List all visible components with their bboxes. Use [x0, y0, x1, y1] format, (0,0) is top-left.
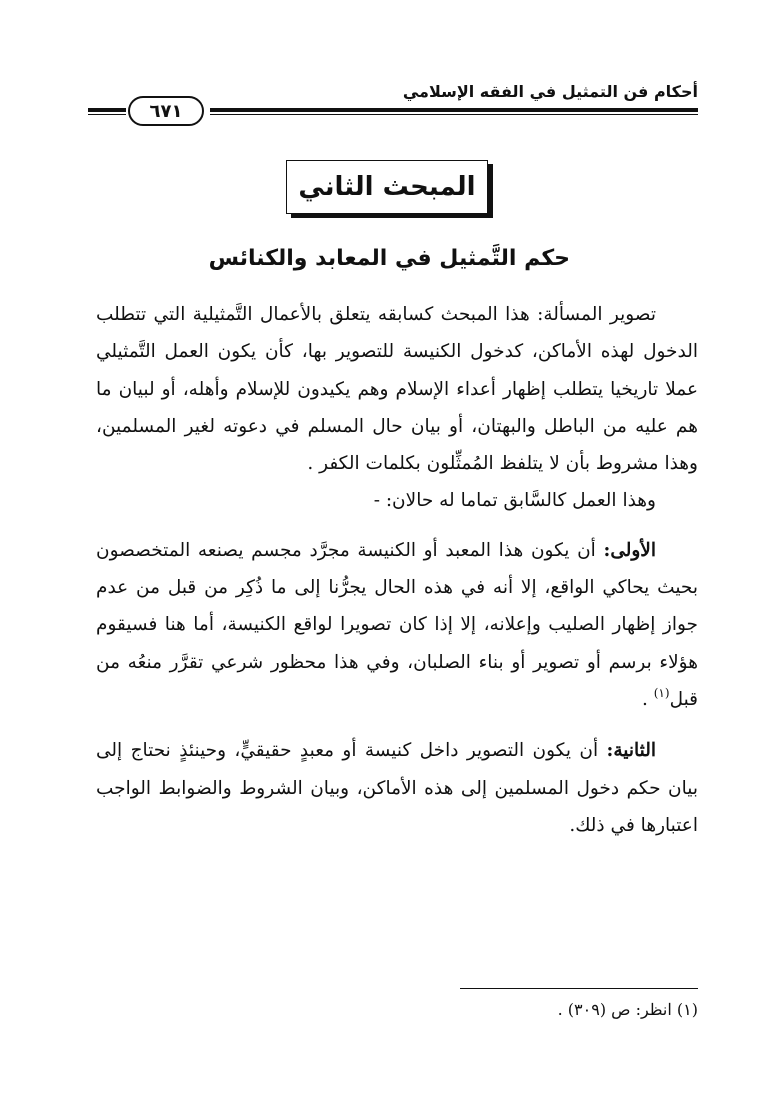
section-subtitle: حكم التَّمثيل في المعابد والكنائس — [208, 246, 570, 271]
body-text — [96, 296, 698, 844]
header-rule — [210, 108, 698, 112]
running-title: أحكام فن التمثيل في الفقه الإسلامي — [402, 82, 698, 101]
page-number-rule — [88, 108, 126, 112]
footnote-reference: (١) — [653, 685, 670, 700]
first-case-end: . — [641, 688, 654, 710]
section-title: المبحث الثاني — [298, 172, 476, 202]
page-number: ٦٧١ — [128, 96, 204, 126]
footnote-separator — [460, 988, 698, 989]
page-number-rule-thin — [88, 114, 126, 115]
paragraph-issue-description: تصوير المسألة: هذا المبحث كسابقه يتعلق بالأعمال التَّمثيلية التي تتطلب الدخول لهذه الأماكن، كدخول الكنيسة للتصوير بها، كأن يكون العمل التَّمثيلي عملا تاريخيا يتطلب إظهار أعداء الإسلام وهم يكيدون للإسلام وأهله، أو لبيان ما هم عليه من الباطل والبهتان، أو بيان حال المسلم في دعوته لغير المسلمين، وهذا مشروط بأن لا يتلفظ المُمثِّلون بكلمات الكفر . — [96, 304, 698, 475]
paragraph-two-cases: وهذا العمل كالسَّابق تماما له حالان: - — [373, 490, 656, 512]
paragraph-second-case — [96, 732, 698, 844]
header-rule-thin — [210, 114, 698, 115]
second-case-label: الثانية: — [606, 740, 656, 762]
footnote: (١) انظر: ص (٣٠٩) . — [557, 1000, 698, 1019]
paragraph-first-case — [96, 532, 698, 720]
section-title-box — [286, 160, 488, 214]
second-case-text: أن يكون التصوير داخل كنيسة أو معبدٍ حقيقيٍّ، وحينئذٍ نحتاج إلى بيان حكم دخول المسلمين إلى هذه الأماكن، وبيان الشروط والضوابط الواجب اعتبارها في ذلك. — [96, 740, 698, 836]
first-case-text: أن يكون هذا المعبد أو الكنيسة مجرَّد مجسم يصنعه المتخصصون بحيث يحاكي الواقع، إلا أنه في هذه الحال يجرُّنا إلى ما ذُكِر من قبل من عدم جواز إظهار الصليب وإعلانه، إلا إذا كان تصويرا لواقع الكنيسة، أما هنا فسيقوم هؤلاء برسم أو تصوير أو بناء الصلبان، وفي هذا محظور شرعي تقرَّر منعُه من قبل — [96, 539, 698, 710]
first-case-label: الأولى: — [603, 539, 656, 561]
